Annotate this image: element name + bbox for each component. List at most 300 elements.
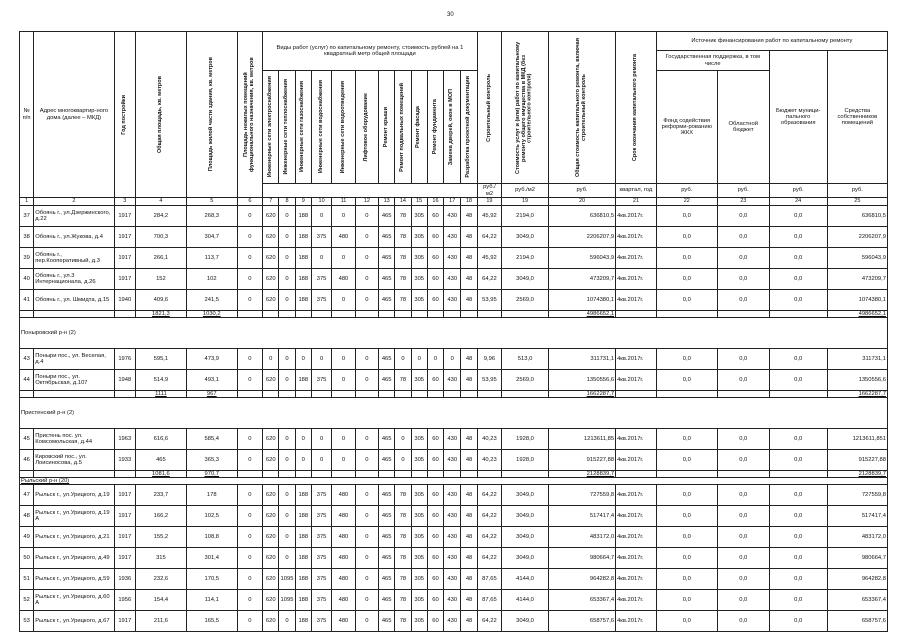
table-cell: 4кв.2017г. — [616, 429, 657, 450]
subtotal-cell: 1030,2 — [186, 311, 237, 318]
table-cell: 517417,4 — [827, 506, 887, 527]
table-cell: 0 — [279, 370, 295, 391]
table-cell: 60 — [427, 429, 443, 450]
table-cell: 0,0 — [769, 269, 827, 290]
address-cell: Рыльск г., ул.Урицкого, д.19 А — [34, 506, 114, 527]
table-cell: 0,0 — [769, 548, 827, 569]
table-cell: 3049,0 — [502, 611, 549, 632]
subtotal-cell — [279, 311, 295, 318]
table-cell: 4кв.2017г. — [616, 548, 657, 569]
subtotal-cell: 1111 — [135, 391, 186, 398]
table-cell: 0,0 — [656, 590, 717, 611]
table-cell: 0,0 — [656, 506, 717, 527]
table-cell: 4кв.2017г. — [616, 450, 657, 471]
table-cell: 0 — [395, 429, 411, 450]
unit-c22: руб. — [656, 184, 717, 198]
table-cell: 0 — [237, 527, 262, 548]
column-number: 19 — [502, 198, 549, 206]
table-cell: 0,0 — [717, 506, 769, 527]
table-cell: 4кв.2017г. — [616, 206, 657, 227]
table-cell: 60 — [427, 450, 443, 471]
table-cell: 188 — [295, 206, 311, 227]
table-cell: 0 — [355, 206, 378, 227]
table-cell: 430 — [444, 611, 461, 632]
subtotal-cell — [769, 391, 827, 398]
table-cell: 430 — [444, 548, 461, 569]
table-cell: 0 — [237, 429, 262, 450]
unit-c19: руб./ м2 — [477, 184, 501, 198]
table-cell: 473,9 — [186, 349, 237, 370]
table-cell: 178 — [186, 485, 237, 506]
header-total-cost: Общая стоимость капитального ремонта, включая строительный контроль — [575, 38, 587, 177]
table-cell: 620 — [263, 290, 279, 311]
table-cell: 2194,0 — [502, 248, 549, 269]
table-cell: 44 — [20, 370, 34, 391]
table-cell: 0 — [237, 485, 262, 506]
subtotal-cell — [34, 391, 114, 398]
table-cell: 188 — [295, 548, 311, 569]
subtotal-cell — [427, 471, 443, 478]
table-cell: 4кв.2017г. — [616, 485, 657, 506]
header-work-6: Лифтовое оборудование — [362, 92, 369, 162]
table-cell: 1928,0 — [502, 429, 549, 450]
subtotal-cell — [656, 391, 717, 398]
table-cell: 45,92 — [477, 206, 501, 227]
table-cell: 0 — [355, 290, 378, 311]
table-cell: 64,22 — [477, 269, 501, 290]
table-row — [20, 485, 888, 506]
table-cell: 480 — [332, 527, 355, 548]
table-cell: 78 — [395, 485, 411, 506]
subtotal-cell: 967 — [186, 391, 237, 398]
table-cell: 0 — [279, 548, 295, 569]
table-cell: 4кв.2017г. — [616, 590, 657, 611]
table-cell: 0 — [237, 569, 262, 590]
subtotal-cell — [332, 311, 355, 318]
subtotal-cell — [444, 391, 461, 398]
column-number: 9 — [295, 198, 311, 206]
table-cell: 409,6 — [135, 290, 186, 311]
column-number: 2 — [34, 198, 114, 206]
table-cell: 4кв.2017г. — [616, 269, 657, 290]
subtotal-row — [20, 391, 888, 398]
table-cell: 0,0 — [717, 349, 769, 370]
subtotal-cell — [311, 391, 331, 398]
table-cell: 0,0 — [656, 269, 717, 290]
table-cell: 78 — [395, 248, 411, 269]
subtotal-cell — [34, 311, 114, 318]
table-cell: 0 — [355, 370, 378, 391]
table-cell: 517417,4 — [548, 506, 615, 527]
table-cell: 480 — [332, 611, 355, 632]
table-cell: 4144,0 — [502, 590, 549, 611]
table-cell: 0,0 — [656, 527, 717, 548]
header-work-13: Строительный контроль — [485, 73, 492, 142]
subtotal-cell — [656, 471, 717, 478]
table-cell: 188 — [295, 370, 311, 391]
unit-c24: руб. — [769, 184, 827, 198]
header-unit-cost: Стоимость услуг и (или) работ по капитальному ремонту общего имущества в МКД (без строительного контроля) — [515, 41, 533, 174]
table-cell: 0 — [279, 206, 295, 227]
table-cell: 465 — [379, 548, 395, 569]
table-cell: 0,0 — [656, 485, 717, 506]
header-address: Адрес многоквартир-ного дома (далее – МКД) — [34, 32, 114, 198]
subtotal-cell — [477, 391, 501, 398]
table-cell: 1350556,6 — [827, 370, 887, 391]
table-cell: 0 — [279, 290, 295, 311]
table-cell: 596043,9 — [548, 248, 615, 269]
table-cell: 0 — [355, 548, 378, 569]
table-cell: 305 — [411, 429, 427, 450]
table-cell: 0 — [295, 429, 311, 450]
address-cell: Рыльск г., ул.Урицкого, д.59 — [34, 569, 114, 590]
column-number: 7 — [263, 198, 279, 206]
address-cell: Рыльск г., ул.Урицкого, д.19 — [34, 485, 114, 506]
subtotal-cell — [295, 391, 311, 398]
table-cell: 465 — [379, 611, 395, 632]
table-cell: 636810,5 — [827, 206, 887, 227]
table-cell: 1928,0 — [502, 450, 549, 471]
table-cell: 0 — [311, 450, 331, 471]
table-cell: 0,0 — [769, 206, 827, 227]
table-cell: 305 — [411, 485, 427, 506]
column-number: 16 — [427, 198, 443, 206]
table-cell: 1917 — [114, 248, 135, 269]
subtotal-cell — [311, 311, 331, 318]
table-cell: 0,0 — [656, 450, 717, 471]
table-cell: 0 — [355, 269, 378, 290]
table-cell: 0,0 — [656, 429, 717, 450]
table-cell: 0,0 — [656, 569, 717, 590]
table-cell: 483172,0 — [548, 527, 615, 548]
table-cell: 0,0 — [717, 590, 769, 611]
column-number: 4 — [135, 198, 186, 206]
table-cell: 102,5 — [186, 506, 237, 527]
table-cell: 1976 — [114, 349, 135, 370]
table-cell: 0,0 — [717, 485, 769, 506]
table-cell: 0 — [332, 429, 355, 450]
table-row — [20, 527, 888, 548]
header-work-1: Инженерные сети электроснабжения — [266, 76, 273, 178]
column-number: 23 — [717, 198, 769, 206]
table-cell: 0,0 — [717, 227, 769, 248]
table-cell: 78 — [395, 370, 411, 391]
address-cell: Рыльск г., ул.Урицкого, д.49 — [34, 548, 114, 569]
table-row — [20, 269, 888, 290]
subtotal-cell — [295, 471, 311, 478]
table-cell: 170,5 — [186, 569, 237, 590]
table-cell: 0 — [427, 349, 443, 370]
table-cell: 305 — [411, 527, 427, 548]
subtotal-cell — [355, 311, 378, 318]
subtotal-cell — [769, 471, 827, 478]
header-work-5: Инженерные сети водоотведения — [339, 80, 346, 174]
column-number: 5 — [186, 198, 237, 206]
header-owners: Средства собственников помещений — [827, 51, 887, 184]
table-cell: 430 — [444, 590, 461, 611]
table-cell: 52 — [20, 590, 34, 611]
table-cell: 60 — [427, 206, 443, 227]
subtotal-cell — [34, 471, 114, 478]
table-cell: 0 — [355, 611, 378, 632]
subtotal-cell — [20, 391, 34, 398]
table-cell: 3049,0 — [502, 527, 549, 548]
table-cell: 727559,8 — [827, 485, 887, 506]
table-cell: 465 — [379, 370, 395, 391]
table-cell: 78 — [395, 269, 411, 290]
address-cell: Поныри пос., ул. Октябрьская, д.107 — [34, 370, 114, 391]
table-cell: 64,22 — [477, 506, 501, 527]
table-cell: 473209,7 — [827, 269, 887, 290]
table-cell: 114,1 — [186, 590, 237, 611]
column-number: 8 — [279, 198, 295, 206]
table-cell: 0 — [237, 590, 262, 611]
table-cell: 284,2 — [135, 206, 186, 227]
table-cell: 616,6 — [135, 429, 186, 450]
table-cell: 0 — [311, 429, 331, 450]
page-number: 30 — [447, 12, 454, 18]
table-cell: 305 — [411, 450, 427, 471]
table-cell: 305 — [411, 569, 427, 590]
table-cell: 1074380,1 — [827, 290, 887, 311]
table-cell: 4кв.2017г. — [616, 527, 657, 548]
table-cell: 64,22 — [477, 527, 501, 548]
table-cell: 0 — [237, 611, 262, 632]
table-cell: 188 — [295, 269, 311, 290]
subtotal-cell — [279, 391, 295, 398]
table-cell: 305 — [411, 590, 427, 611]
table-cell: 700,3 — [135, 227, 186, 248]
table-cell: 0 — [237, 548, 262, 569]
table-cell: 964282,8 — [548, 569, 615, 590]
table-cell: 0 — [395, 349, 411, 370]
table-cell: 0 — [311, 349, 331, 370]
subtotal-cell — [444, 311, 461, 318]
subtotal-cell — [114, 311, 135, 318]
header-num: № п/п — [20, 32, 34, 198]
subtotal-cell — [237, 471, 262, 478]
column-number: 24 — [769, 198, 827, 206]
table-cell: 915227,88 — [827, 450, 887, 471]
table-cell: 48 — [461, 569, 477, 590]
table-cell: 48 — [461, 506, 477, 527]
table-cell: 0,0 — [769, 227, 827, 248]
table-cell: 78 — [395, 527, 411, 548]
table-cell: 108,8 — [186, 527, 237, 548]
table-cell: 60 — [427, 506, 443, 527]
table-cell: 915227,88 — [548, 450, 615, 471]
table-cell: 60 — [427, 527, 443, 548]
table-cell: 596043,9 — [827, 248, 887, 269]
subtotal-cell: 4986652,1 — [827, 311, 887, 318]
table-cell: 620 — [263, 227, 279, 248]
table-cell: 620 — [263, 527, 279, 548]
table-cell: 430 — [444, 485, 461, 506]
column-number: 3 — [114, 198, 135, 206]
table-cell: 41 — [20, 290, 34, 311]
address-cell: Поныри пос., ул. Веселая, д.4 — [34, 349, 114, 370]
header-work-7: Ремонт крыши — [382, 106, 389, 148]
table-cell: 0 — [355, 590, 378, 611]
table-cell: 0 — [237, 370, 262, 391]
table-cell: 0 — [311, 248, 331, 269]
address-cell: Обоянь г., пер.Кооперативный, д.3 — [34, 248, 114, 269]
subtotal-cell — [427, 311, 443, 318]
table-cell: 0 — [395, 450, 411, 471]
table-cell: 620 — [263, 370, 279, 391]
table-cell: 0 — [355, 506, 378, 527]
table-cell: 4кв.2017г. — [616, 611, 657, 632]
subtotal-cell: 2128839,7 — [827, 471, 887, 478]
table-cell: 0,0 — [769, 429, 827, 450]
subtotal-cell — [237, 391, 262, 398]
table-body — [20, 198, 888, 632]
table-cell: 48 — [461, 349, 477, 370]
table-cell: 48 — [461, 227, 477, 248]
column-number: 1 — [20, 198, 34, 206]
table-cell: 165,5 — [186, 611, 237, 632]
subtotal-cell — [616, 391, 657, 398]
subtotal-cell — [311, 471, 331, 478]
table-cell: 49 — [20, 527, 34, 548]
address-cell: Обоянь г., ул.3 Интернационала, д.26 — [34, 269, 114, 290]
subtotal-cell — [279, 471, 295, 478]
table-cell: 465 — [379, 290, 395, 311]
table-cell: 0 — [444, 349, 461, 370]
table-row — [20, 248, 888, 269]
subtotal-cell — [411, 391, 427, 398]
table-cell: 1933 — [114, 450, 135, 471]
column-number: 14 — [395, 198, 411, 206]
table-cell: 48 — [461, 485, 477, 506]
table-cell: 60 — [427, 590, 443, 611]
table-cell: 465 — [379, 206, 395, 227]
table-cell: 0,0 — [717, 370, 769, 391]
table-cell: 45,92 — [477, 248, 501, 269]
table-cell: 301,4 — [186, 548, 237, 569]
capital-repair-register-table — [19, 31, 888, 632]
table-cell: 595,1 — [135, 349, 186, 370]
table-cell: 483172,0 — [827, 527, 887, 548]
district-title: Рыльский р-н (20) — [20, 478, 888, 485]
subtotal-cell — [461, 471, 477, 478]
header-municipal: Бюджет муници-пального образования — [769, 51, 827, 184]
table-cell: 40 — [20, 269, 34, 290]
subtotal-cell — [656, 311, 717, 318]
table-cell: 0,0 — [717, 611, 769, 632]
header-work-3: Инженерные сети газоснабжения — [299, 81, 306, 173]
table-cell: 480 — [332, 485, 355, 506]
table-cell: 47 — [20, 485, 34, 506]
table-cell: 0,0 — [656, 548, 717, 569]
table-cell: 0 — [279, 429, 295, 450]
table-cell: 658757,6 — [548, 611, 615, 632]
table-cell: 45 — [20, 429, 34, 450]
table-cell: 232,6 — [135, 569, 186, 590]
header-total-area: Общая площадь, кв. метров — [157, 75, 164, 154]
table-cell: 0 — [332, 450, 355, 471]
table-cell: 9,96 — [477, 349, 501, 370]
column-number: 21 — [616, 198, 657, 206]
subtotal-cell — [20, 311, 34, 318]
table-cell: 0 — [355, 248, 378, 269]
header-works-group: Виды работ (услуг) по капитальному ремонту, стоимость рублей на 1 квадратный метр общей площади — [263, 32, 478, 71]
table-cell: 480 — [332, 569, 355, 590]
table-cell: 311731,1 — [548, 349, 615, 370]
address-cell: Рыльск г., ул.Урицкого, д.60 А — [34, 590, 114, 611]
table-cell: 430 — [444, 227, 461, 248]
table-cell: 636810,5 — [548, 206, 615, 227]
table-cell: 0 — [237, 269, 262, 290]
table-cell: 0,0 — [769, 450, 827, 471]
table-cell: 0 — [279, 248, 295, 269]
table-cell: 480 — [332, 269, 355, 290]
table-row — [20, 569, 888, 590]
table-cell: 2194,0 — [502, 206, 549, 227]
table-cell: 430 — [444, 527, 461, 548]
table-cell: 0 — [332, 206, 355, 227]
table-cell: 0,0 — [717, 269, 769, 290]
table-cell: 2569,0 — [502, 370, 549, 391]
table-cell: 87,65 — [477, 590, 501, 611]
table-cell: 152 — [135, 269, 186, 290]
table-cell: 365,3 — [186, 450, 237, 471]
table-cell: 493,1 — [186, 370, 237, 391]
table-cell: 3049,0 — [502, 506, 549, 527]
district-title: Поныровский р-н (2) — [20, 318, 888, 349]
table-cell: 0,0 — [769, 506, 827, 527]
table-cell: 465 — [135, 450, 186, 471]
column-number: 11 — [332, 198, 355, 206]
table-cell: 0,0 — [656, 370, 717, 391]
table-cell: 0 — [332, 349, 355, 370]
table-cell: 0,0 — [656, 206, 717, 227]
table-row — [20, 429, 888, 450]
table-row — [20, 590, 888, 611]
table-row — [20, 611, 888, 632]
table-cell: 465 — [379, 227, 395, 248]
table-cell: 430 — [444, 206, 461, 227]
table-cell: 4кв.2017г. — [616, 506, 657, 527]
table-cell: 430 — [444, 269, 461, 290]
subtotal-cell — [355, 391, 378, 398]
table-cell: 0,0 — [769, 527, 827, 548]
table-cell: 375 — [311, 548, 331, 569]
table-cell: 0 — [311, 206, 331, 227]
table-cell: 0 — [237, 506, 262, 527]
table-row — [20, 290, 888, 311]
table-cell: 465 — [379, 590, 395, 611]
table-cell: 0,0 — [769, 611, 827, 632]
table-cell: 1917 — [114, 548, 135, 569]
column-number: 15 — [411, 198, 427, 206]
table-cell: 0 — [332, 248, 355, 269]
table-cell: 233,7 — [135, 485, 186, 506]
table-cell: 1917 — [114, 485, 135, 506]
subtotal-cell — [263, 311, 279, 318]
table-cell: 3049,0 — [502, 548, 549, 569]
table-cell: 0 — [237, 290, 262, 311]
table-cell: 305 — [411, 290, 427, 311]
table-cell: 87,65 — [477, 569, 501, 590]
table-cell: 375 — [311, 506, 331, 527]
table-cell: 0 — [237, 450, 262, 471]
table-cell: 53,95 — [477, 290, 501, 311]
subtotal-cell — [114, 471, 135, 478]
table-cell: 964282,8 — [827, 569, 887, 590]
table-cell: 78 — [395, 506, 411, 527]
table-cell: 0,0 — [717, 290, 769, 311]
